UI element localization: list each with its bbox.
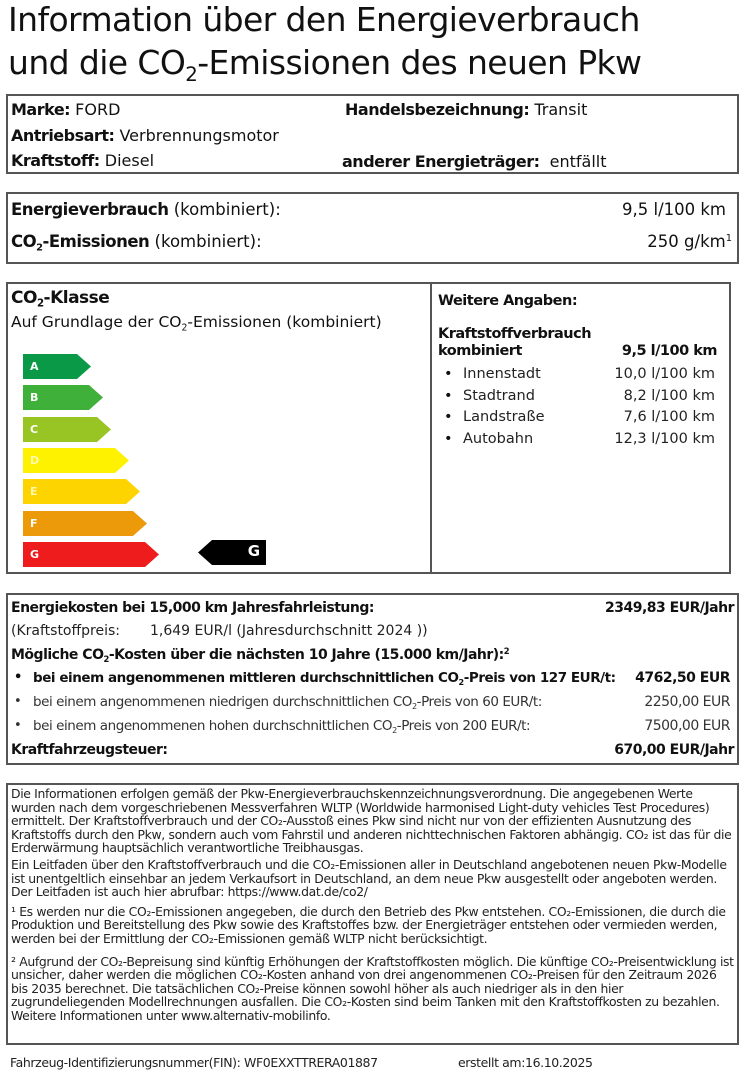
co2-class-subtitle [11, 313, 382, 334]
scenario-sub: 2 [458, 676, 464, 687]
consumption-item-label: Stadtrand [463, 387, 535, 404]
co2-class-arrow-c [23, 417, 111, 442]
fuel-price-row [11, 623, 428, 639]
created-date: 16.10.2025 [525, 1055, 593, 1070]
scenario-text: -Preis von 127 EUR/t: [463, 670, 616, 686]
energy-cost-value-text: 2349,83 EUR/Jahr [605, 600, 734, 616]
other-energy-value: entfällt [549, 152, 607, 171]
scenario-text: -Preis von 60 EUR/t: [416, 694, 542, 710]
consumption-item-label: Autobahn [463, 431, 534, 448]
scenario-sub: 2 [392, 724, 397, 735]
title-subscript: 2 [185, 62, 198, 86]
energy-consumption-suffix: (kombiniert): [168, 200, 281, 219]
drive-value: Verbrennungsmotor [119, 126, 279, 145]
other-energy-label: anderer Energieträger: [342, 152, 540, 171]
bullet-icon: • [444, 387, 453, 404]
consumption-item-label: Landstraße [463, 409, 545, 426]
brand-value: FORD [75, 100, 121, 119]
bullet-icon: • [14, 694, 22, 709]
fuel-value: Diesel [104, 151, 155, 170]
trade-name-label: Handelsbezeichnung: [345, 100, 530, 119]
energy-cost-label: Energiekosten bei 15,000 km Jahresfahrleistung: [11, 600, 374, 616]
co2-class-letter: F [30, 516, 38, 530]
arrow-shape-icon [23, 479, 140, 504]
fuel-consumption-label-1: Kraftstoffverbrauch [438, 326, 592, 342]
energy-consumption-value: 9,5 l/100 km [622, 200, 726, 219]
scenario-label [33, 718, 530, 734]
fuel-price-label: (Kraftstoffpreis: [11, 623, 120, 639]
arrow-shape-icon [23, 542, 159, 567]
co2-class-arrow-d [23, 448, 129, 473]
co2-value: 250 g/km [647, 232, 726, 251]
co2-costs-label: Mögliche CO [11, 647, 104, 663]
trade-name-value: Transit [534, 100, 588, 119]
co2-class-title-text: -Klasse [43, 288, 110, 308]
fuel-price-value: 1,649 EUR/l (Jahresdurchschnitt 2024 )) [150, 623, 428, 639]
co2-emissions-row [11, 232, 262, 254]
bullet-icon: • [444, 409, 453, 426]
brand-row [11, 100, 120, 119]
consumption-item-value: 10,0 l/100 km [614, 366, 715, 382]
co2-emissions-value [647, 232, 732, 251]
co2-subscript: 2 [36, 242, 43, 254]
co2-class-letter: A [30, 360, 39, 373]
co2-class-title [11, 288, 109, 308]
page-title-line-2 [8, 43, 642, 86]
disclaimer-paragraph-1: Die Informationen erfolgen gemäß der Pkw-Energieverbrauchskennzeichnungsverordnung. Die angegebenen Werte wurden nach dem vorgeschriebenen Messverfahren WLTP (Worldwide harmonised Light-duty vehicles Test Procedures) ermittelt. Der Kraftstoffverbrauch und der CO₂-Ausstoß eines Pkw sind nicht nur von der effizienten Ausnutzung des Kraftstoffs durch den Pkw, sondern auch vom Fahrstil und anderen nichttechnischen Faktoren abhängig. CO₂ ist das für die Erderwärmung hauptsächlich verantwortliche Treibhausgas. [11, 786, 732, 856]
fuel-consumption-label [438, 326, 591, 360]
vehicle-tax-row [11, 742, 168, 758]
footnote-1: ¹ Es werden nur die CO₂-Emissionen angegeben, die durch den Betrieb des Pkw entstehen. CO₂-Emissionen, die durch die Produktion und Bereitstellung des Pkw sowie des Kraftstoffes bzw. der Energieträger entstehen oder vermieden werden, werden bei der Ermittlung der CO₂-Emissionen gemäß WLTP nicht berücksichtigt. [11, 903, 726, 946]
title-text: und die CO [8, 43, 186, 82]
footnote-2: ² Aufgrund der CO₂-Bepreisung sind künftig Erhöhungen der Kraftstoffkosten möglich. Die künftige CO₂-Preisentwicklung ist unsicher, daher werden die möglichen CO₂-Kosten anhand von drei angenommenen CO₂-Preisen für den Zeitraum 2026 bis 2035 berechnet. Die tatsächlichen CO₂-Preise können sowohl höher als auch niedriger als in den hier zugrundeliegenden Modellrechnungen ausfallen. Die CO₂-Kosten sind beim Tanken mit den Kraftstoffkosten zu bezahlen. Weitere Informationen unter www.alternativ-mobilinfo. [11, 953, 734, 1023]
vehicle-tax-value-text: 670,00 EUR/Jahr [614, 742, 734, 758]
scenario-value: 2250,00 EUR [644, 694, 730, 710]
subtitle-sub: 2 [181, 322, 188, 334]
fuel-consumption-value: 9,5 l/100 km [621, 343, 717, 359]
scenario-text: bei einem angenommenen mittleren durchschnittlichen CO [33, 670, 459, 686]
co2-suffix: (kombiniert): [149, 232, 262, 251]
current-class-indicator [198, 540, 266, 565]
co2-class-arrow-b [23, 385, 103, 410]
scenario-text: -Preis von 200 EUR/t: [396, 718, 531, 734]
bullet-icon: • [14, 670, 23, 685]
consumption-item-value: 12,3 l/100 km [614, 431, 715, 448]
co2-class-letter: B [30, 391, 39, 405]
brand-label: Marke: [11, 100, 71, 119]
drive-row [11, 126, 279, 145]
co2-class-arrow-a [23, 354, 91, 379]
fin-label: Fahrzeug-Identifizierungsnummer(FIN): [10, 1055, 241, 1070]
energy-cost-row [11, 600, 374, 616]
scenario-value: 4762,50 EUR [635, 670, 730, 686]
costs-box [6, 593, 739, 765]
drive-label: Antriebsart: [11, 126, 115, 145]
further-info-title-text: Weitere Angaben: [438, 293, 578, 309]
bullet-icon: • [14, 718, 22, 733]
vehicle-info-box [6, 94, 739, 174]
further-info-title [438, 293, 577, 309]
fin-value: WF0EXXTTRERA01887 [244, 1055, 378, 1070]
created-label: erstellt am: [458, 1055, 526, 1070]
co2-class-letter: C [30, 422, 39, 436]
fuel-row [11, 151, 154, 170]
co2-label: CO [11, 232, 37, 251]
footnote-marker: 1 [725, 233, 732, 245]
scenario-label [33, 670, 616, 686]
title-text: -Emissionen des neuen Pkw [197, 43, 642, 82]
co2-class-letter: E [30, 485, 38, 499]
further-info-box [430, 282, 731, 574]
footnote-marker: 2 [503, 645, 510, 656]
created-row [458, 1055, 593, 1070]
bullet-icon: • [444, 431, 453, 448]
consumption-item-label: Innenstadt [463, 366, 541, 382]
fin-row [10, 1055, 378, 1070]
co2-costs-heading [11, 647, 509, 663]
subtitle-text: -Emissionen (kombiniert) [187, 313, 382, 331]
scenario-text: bei einem angenommenen hohen durchschnittlichen CO [33, 718, 393, 734]
co2-costs-sub: 2 [103, 653, 109, 664]
arrow-shape-icon [23, 511, 147, 536]
page-title-line-1: Information über den Energieverbrauch [8, 0, 640, 39]
scenario-text: bei einem angenommenen niedrigen durchschnittlichen CO [33, 694, 412, 710]
scenario-label [33, 694, 542, 710]
co2-class-title-text: CO [11, 288, 37, 308]
disclaimer-box [6, 783, 739, 1045]
energy-consumption-label: Energieverbrauch [11, 200, 169, 219]
consumption-item-value: 7,6 l/100 km [623, 409, 715, 426]
fuel-consumption-label-2: kombiniert [438, 343, 522, 359]
bullet-icon: • [444, 366, 453, 382]
co2-class-arrow-e [23, 479, 140, 504]
co2-class-box [6, 282, 434, 574]
co2-class-letter: G [30, 547, 40, 561]
scenario-sub: 2 [411, 700, 417, 711]
fuel-consumption-combined-value [622, 343, 717, 359]
energy-cost-value [605, 600, 734, 616]
vehicle-tax-label: Kraftfahrzeugsteuer: [11, 742, 168, 758]
vehicle-tax-value [614, 742, 734, 758]
fuel-label: Kraftstoff: [11, 151, 100, 170]
current-class-letter: G [247, 542, 260, 560]
energy-consumption-row [11, 200, 281, 219]
scenario-value: 7500,00 EUR [644, 718, 730, 734]
co2-label: -Emissionen [42, 232, 150, 251]
disclaimer-paragraph-2: Ein Leitfaden über den Kraftstoffverbrauch und die CO₂-Emissionen aller in Deutschland angebotenen neuen Pkw-Modelle ist unentgeltlich einsehbar an jedem Verkaufsort in Deutschland, an dem neue Pkw ausgestellt oder angeboten werden. Der Leitfaden ist auch hier abrufbar: https://www.dat.de/co2/ [11, 856, 727, 900]
co2-class-letter: D [30, 453, 40, 467]
co2-class-arrow-g [23, 542, 159, 567]
consumption-item-value: 8,2 l/100 km [623, 387, 715, 404]
consumption-box [6, 192, 739, 264]
subtitle-text: Auf Grundlage der CO [11, 313, 182, 331]
co2-costs-label: -Kosten über die nächsten 10 Jahre (15.000 km/Jahr): [108, 647, 504, 663]
trade-name-row [345, 100, 587, 119]
other-energy-row [342, 152, 607, 171]
co2-class-arrow-f [23, 511, 147, 536]
co2-class-title-sub: 2 [36, 298, 44, 310]
